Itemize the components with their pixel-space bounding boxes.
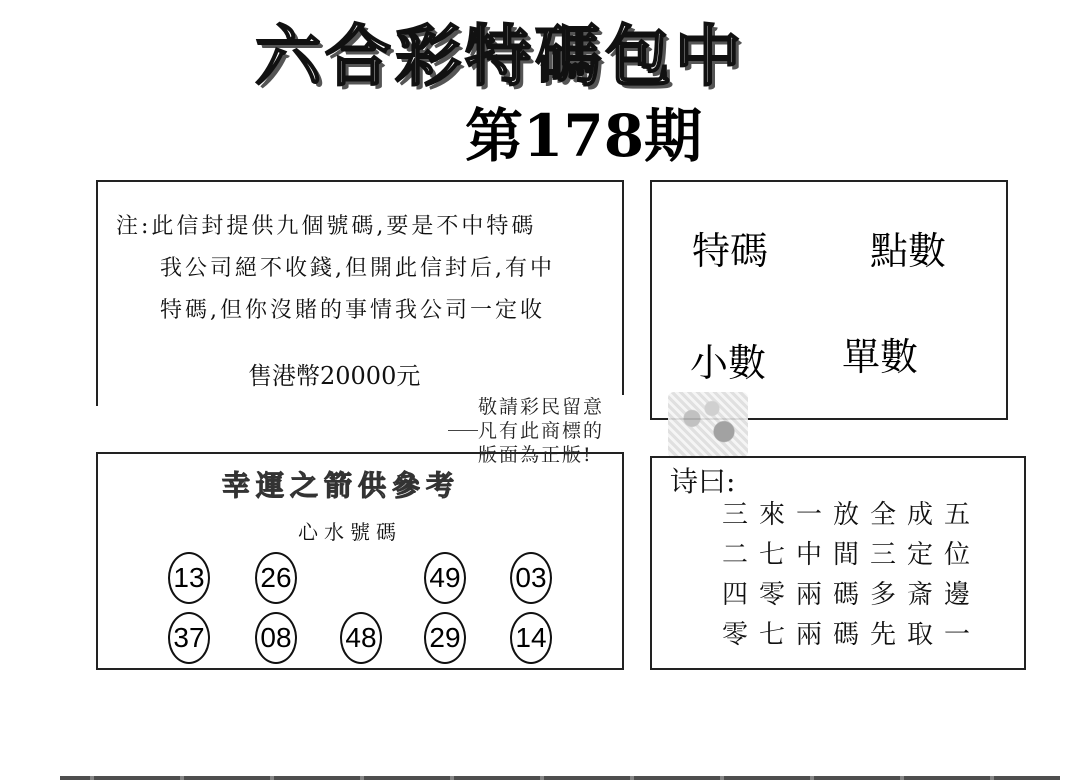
number-ball: 08 (255, 612, 297, 664)
notice-line-2: 凡有此商標的 (478, 420, 605, 442)
price-text: 售港幣20000元 (248, 362, 421, 390)
attr-special-number: 特碼 (692, 229, 769, 273)
number-ball: 14 (510, 612, 552, 664)
number-ball: 37 (168, 612, 210, 664)
footer-divider (60, 776, 1060, 780)
trademark-seal-icon (668, 392, 748, 458)
page-title: 六合彩特碼包中 (255, 18, 745, 95)
attr-odd-number: 單數 (842, 335, 919, 379)
numbers-subtitle: 心水號碼 (298, 520, 402, 544)
number-ball: 26 (255, 552, 297, 604)
poem-line-1: 三來一放全成五 (722, 500, 982, 530)
number-ball: 13 (168, 552, 210, 604)
poem-line-4: 零七兩碼先取一 (722, 620, 982, 650)
note-line-2: 我公司絕不收錢,但開此信封后,有中 (160, 256, 555, 281)
issue-number: 第178期 (465, 102, 703, 170)
number-ball: 49 (424, 552, 466, 604)
note-line-3: 特碼,但你沒賭的事情我公司一定收 (160, 298, 545, 323)
number-ball: 48 (340, 612, 382, 664)
poem-heading: 诗曰: (670, 465, 736, 498)
notice-line-3: 版面為正版! (478, 444, 593, 466)
number-ball: 29 (424, 612, 466, 664)
attr-points: 點數 (870, 229, 947, 273)
number-ball: 03 (510, 552, 552, 604)
poem-line-2: 二七中間三定位 (722, 540, 982, 570)
note-line-1: 注:此信封提供九個號碼,要是不中特碼 (116, 214, 537, 239)
notice-line-1: 敬請彩民留意 (478, 396, 605, 418)
attr-small-number: 小數 (690, 341, 767, 385)
poem-line-3: 四零兩碼多斎邊 (722, 580, 982, 610)
numbers-title: 幸運之箭供參考 (222, 469, 461, 502)
